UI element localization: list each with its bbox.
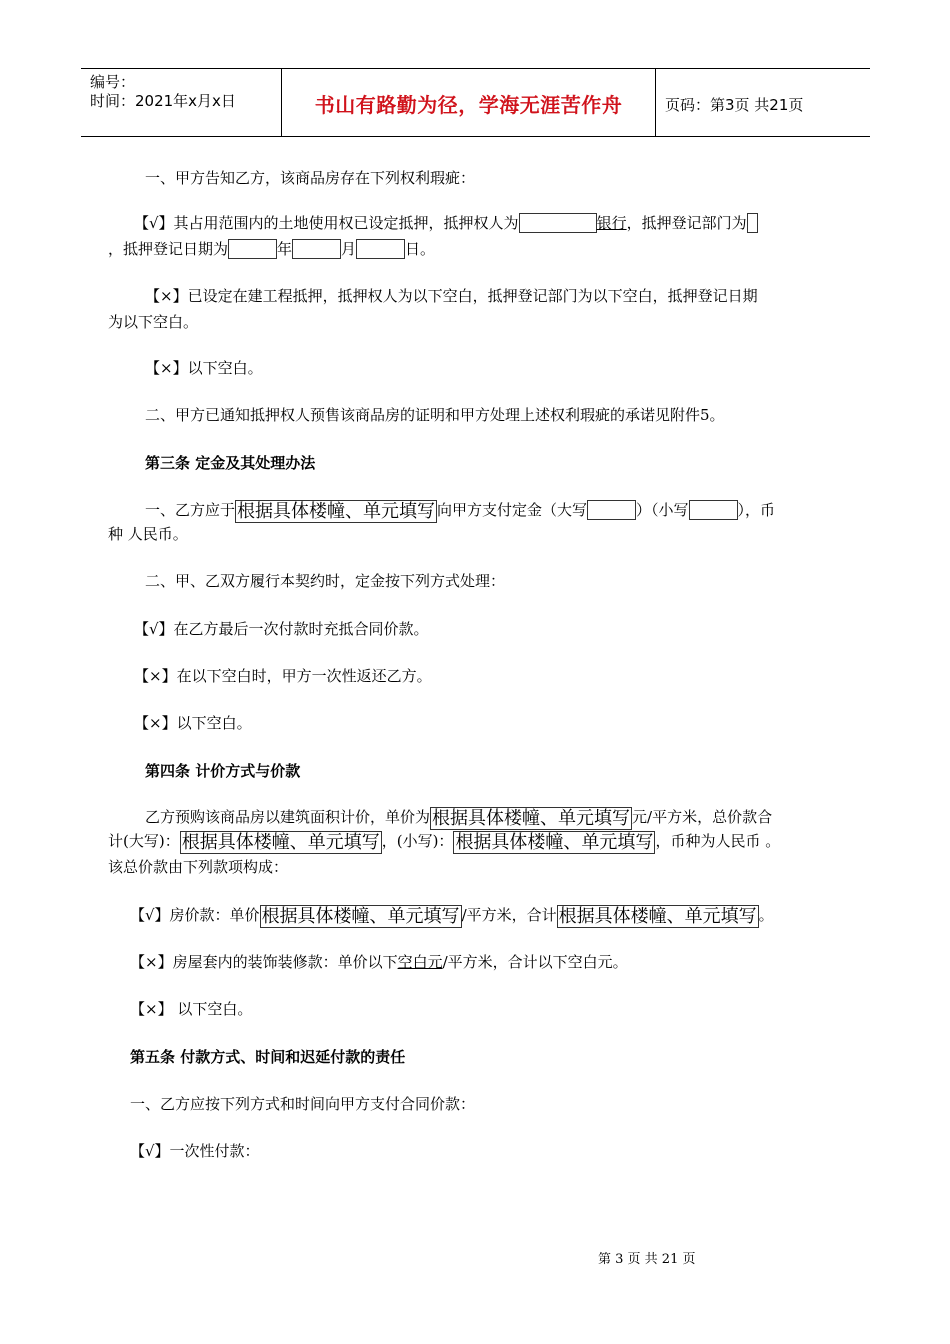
paragraph — [145, 499, 775, 523]
header-date: 时间：2021年x月x日 — [90, 92, 236, 110]
paragraph: 二、甲、乙双方履行本契约时，定金按下列方式处理： — [145, 572, 506, 590]
text-run: ，(小写)： — [381, 832, 454, 850]
paragraph — [130, 951, 628, 972]
section-heading: 第五条 付款方式、时间和迟延付款的责任 — [130, 1048, 406, 1066]
blank-field — [292, 239, 341, 259]
text-run: 年 — [277, 240, 293, 258]
text-run: ），币 — [737, 501, 776, 519]
paragraph — [134, 212, 758, 233]
fill-field: 根据具体楼幢、单元填写 — [261, 906, 460, 927]
text-run: 乙方预购该商品房以建筑面积计价，单价为 — [145, 808, 431, 826]
header-meta — [90, 73, 236, 111]
text-run: 【√】房价款：单价 — [130, 906, 260, 924]
fill-field: 根据具体楼幢、单元填写 — [237, 501, 436, 522]
text-run: 月 — [341, 240, 357, 258]
paragraph: 二、甲方已通知抵押权人预售该商品房的证明和甲方处理上述权利瑕疵的承诺见附件5。 — [145, 406, 725, 424]
text-run: ，抵押登记部门为 — [626, 214, 747, 232]
header-number: 编号： — [90, 73, 136, 91]
paragraph: 【×】已设定在建工程抵押，抵押权人为以下空白，抵押登记部门为以下空白，抵押登记日期 — [145, 287, 758, 305]
blank-field — [689, 500, 738, 520]
text-run: 元/平方米，总价款合 — [632, 808, 773, 826]
blank-field — [747, 213, 758, 233]
text-run: /平方米，合计以下空白元。 — [442, 953, 628, 971]
header-divider — [655, 69, 656, 136]
text-run: 日。 — [405, 240, 436, 258]
paragraph: 【√】一次性付款： — [130, 1142, 260, 1160]
paragraph — [108, 238, 435, 259]
header-page-number: 页码：第3页 共21页 — [665, 96, 804, 114]
fill-field: 根据具体楼幢、单元填写 — [181, 832, 380, 853]
header-motto: 书山有路勤为径，学海无涯苦作舟 — [314, 93, 623, 117]
section-heading: 第四条 计价方式与价款 — [145, 762, 301, 780]
fill-field: 根据具体楼幢、单元填写 — [558, 906, 757, 927]
paragraph — [145, 806, 772, 830]
text-run: ）（小写 — [636, 501, 689, 519]
blank-field — [228, 239, 277, 259]
paragraph: 一、乙方应按下列方式和时间向甲方支付合同价款： — [130, 1095, 476, 1113]
paragraph — [108, 830, 780, 854]
blank-field — [356, 239, 405, 259]
text-run: ，币种为人民币 。 — [655, 832, 781, 850]
blank-field — [519, 213, 597, 233]
paragraph: 【√】在乙方最后一次付款时充抵合同价款。 — [134, 620, 429, 638]
page-footer: 第 3 页 共 21 页 — [598, 1252, 696, 1267]
text-run: 【×】房屋套内的装饰装修款：单价以下 — [130, 953, 398, 971]
paragraph: 【×】 以下空白。 — [130, 1000, 253, 1018]
text-run: ，抵押登记日期为 — [108, 240, 229, 258]
fill-field: 根据具体楼幢、单元填写 — [432, 808, 631, 829]
blank-field — [587, 500, 636, 520]
section-heading: 第三条 定金及其处理办法 — [145, 454, 316, 472]
paragraph: 为以下空白。 — [108, 313, 199, 331]
text-run: 【√】其占用范围内的土地使用权已设定抵押，抵押权人为 — [134, 214, 519, 232]
fill-field: 根据具体楼幢、单元填写 — [455, 832, 654, 853]
paragraph: 【×】以下空白。 — [134, 714, 252, 732]
text-run: 空白元 — [397, 953, 443, 971]
text-run: 向甲方支付定金（大写 — [437, 501, 588, 519]
paragraph: 该总价款由下列款项构成： — [108, 858, 289, 876]
text-run: 银行 — [596, 214, 627, 232]
text-run: /平方米，合计 — [461, 906, 557, 924]
text-run: 计(大写)： — [108, 832, 180, 850]
text-run: 。 — [758, 906, 774, 924]
paragraph: 【×】以下空白。 — [145, 359, 263, 377]
paragraph: 【×】在以下空白时，甲方一次性返还乙方。 — [134, 667, 432, 685]
page-header — [81, 68, 870, 137]
paragraph: 种 人民币。 — [108, 525, 188, 543]
text-run: 一、乙方应于 — [145, 501, 236, 519]
paragraph — [130, 904, 774, 928]
paragraph: 一、甲方告知乙方，该商品房存在下列权利瑕疵： — [145, 169, 476, 187]
